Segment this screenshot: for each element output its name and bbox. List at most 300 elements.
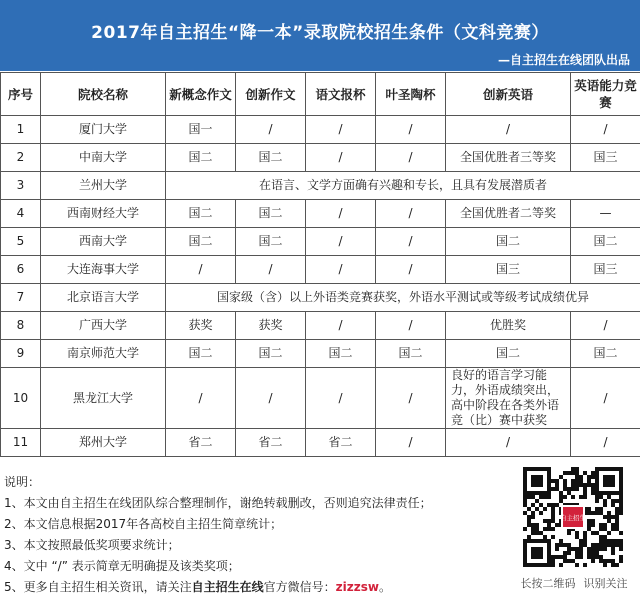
requirement-cell: /	[571, 116, 640, 144]
qr-module	[551, 519, 555, 523]
table-row	[1, 256, 640, 284]
qr-module	[539, 531, 543, 535]
qr-module	[603, 515, 607, 519]
header-yeshengtao: 叶圣陶杯	[376, 73, 446, 116]
qr-module	[591, 483, 595, 487]
qr-module	[535, 523, 539, 527]
qr-module	[591, 475, 595, 479]
qr-module	[535, 507, 539, 511]
qr-module	[587, 555, 591, 559]
note-2: 2、本文信息根据2017年各高校自主招生简章统计；	[4, 517, 283, 531]
requirement-cell: 国二	[446, 228, 571, 256]
header-yuwenbao: 语文报杯	[306, 73, 376, 116]
qr-module	[567, 487, 571, 491]
table-row	[1, 172, 640, 200]
qr-module	[535, 499, 539, 503]
qr-module	[603, 535, 607, 539]
qr-module	[587, 507, 591, 511]
qr-module	[563, 559, 567, 563]
qr-module	[583, 487, 587, 491]
qr-module	[559, 543, 563, 547]
qr-module	[527, 523, 531, 527]
qr-module	[539, 511, 543, 515]
qr-module	[611, 543, 615, 547]
requirement-cell: 国一	[166, 116, 236, 144]
qr-module	[575, 547, 579, 551]
qr-module	[567, 531, 571, 535]
qr-module	[603, 499, 607, 503]
qr-module	[579, 475, 583, 479]
qr-module	[583, 563, 587, 567]
qr-module	[607, 559, 611, 563]
qr-module	[575, 555, 579, 559]
qr-module	[575, 551, 579, 555]
requirement-cell: /	[376, 228, 446, 256]
header-english-ability: 英语能力竞赛	[571, 73, 640, 116]
qr-module	[575, 479, 579, 483]
requirement-cell: 良好的语言学习能力，外语成绩突出，高中阶段在各类外语竞（比）赛中获奖	[446, 368, 571, 429]
qr-module	[543, 527, 547, 531]
table-header-row	[1, 73, 640, 116]
qr-module	[619, 507, 623, 511]
qr-module	[559, 495, 563, 499]
qr-module	[563, 487, 567, 491]
requirement-cell: /	[306, 256, 376, 284]
requirement-cell: 国二	[571, 340, 640, 368]
qr-module	[595, 511, 599, 515]
qr-module	[599, 495, 603, 499]
qr-module	[579, 539, 583, 543]
qr-module	[551, 507, 555, 511]
qr-module	[547, 527, 551, 531]
qr-module	[611, 499, 615, 503]
note-5-brand: 自主招生在线	[191, 580, 264, 594]
qr-module	[603, 547, 607, 551]
qr-module	[595, 495, 599, 499]
requirement-cell: 获奖	[236, 312, 306, 340]
note-3: 3、本文按照最低奖项要求统计；	[4, 538, 180, 552]
qr-module	[543, 495, 547, 499]
school-name: 南京师范大学	[41, 340, 166, 368]
notes-heading: 说明：	[4, 475, 41, 489]
qr-module	[551, 563, 555, 567]
note-4: 4、文中 “/” 表示简章无明确提及该类奖项；	[4, 559, 240, 573]
qr-module	[563, 543, 567, 547]
qr-module	[579, 555, 583, 559]
qr-module	[603, 527, 607, 531]
qr-module	[603, 523, 607, 527]
qr-module	[619, 531, 623, 535]
qr-module	[583, 531, 587, 535]
qr-code-icon[interactable]	[523, 467, 623, 567]
qr-module	[547, 503, 551, 507]
qr-module	[531, 511, 535, 515]
requirement-cell: 国二	[446, 340, 571, 368]
requirement-cell: 优胜奖	[446, 312, 571, 340]
qr-module	[551, 503, 555, 507]
qr-module	[559, 491, 563, 495]
qr-module	[567, 547, 571, 551]
qr-module	[551, 487, 555, 491]
qr-module	[571, 547, 575, 551]
qr-module	[523, 499, 527, 503]
qr-module	[547, 523, 551, 527]
qr-module	[591, 491, 595, 495]
qr-module	[563, 555, 567, 559]
qr-module	[555, 523, 559, 527]
qr-module	[607, 515, 611, 519]
header-new-concept: 新概念作文	[166, 73, 236, 116]
qr-module	[559, 499, 563, 503]
qr-module	[547, 495, 551, 499]
row-number: 9	[1, 340, 41, 368]
qr-module	[603, 503, 607, 507]
requirement-cell: /	[306, 200, 376, 228]
qr-module	[619, 539, 623, 543]
requirement-cell: 全国优胜者二等奖	[446, 200, 571, 228]
requirement-cell: 国二	[166, 144, 236, 172]
qr-module	[599, 559, 603, 563]
note-5	[4, 577, 504, 598]
requirement-cell: /	[446, 116, 571, 144]
qr-module	[551, 515, 555, 519]
qr-module	[583, 539, 587, 543]
requirement-cell: 国三	[571, 144, 640, 172]
qr-module	[595, 507, 599, 511]
qr-module	[531, 531, 535, 535]
qr-module	[555, 543, 559, 547]
qr-module	[587, 527, 591, 531]
requirement-cell: /	[376, 312, 446, 340]
row-number: 1	[1, 116, 41, 144]
qr-module	[551, 511, 555, 515]
qr-module	[527, 519, 531, 523]
qr-module	[559, 555, 563, 559]
qr-module	[583, 495, 587, 499]
qr-module	[579, 479, 583, 483]
qr-module	[539, 495, 543, 499]
note-1: 1、本文由自主招生在线团队综合整理制作，谢绝转载删改，否则追究法律责任；	[4, 496, 432, 510]
qr-module	[555, 483, 559, 487]
qr-module	[599, 507, 603, 511]
qr-module	[615, 507, 619, 511]
requirement-cell: /	[306, 116, 376, 144]
qr-module	[575, 563, 579, 567]
qr-module	[551, 479, 555, 483]
qr-module	[595, 543, 599, 547]
qr-module	[591, 523, 595, 527]
qr-module	[619, 495, 623, 499]
requirement-cell: 国二	[236, 200, 306, 228]
qr-module	[583, 491, 587, 495]
qr-module	[523, 495, 527, 499]
row-number: 5	[1, 228, 41, 256]
qr-module	[539, 503, 543, 507]
qr-module	[531, 527, 535, 531]
school-name: 北京语言大学	[41, 284, 166, 312]
qr-module	[571, 479, 575, 483]
qr-module	[619, 555, 623, 559]
qr-module	[615, 499, 619, 503]
qr-module	[603, 563, 607, 567]
qr-module	[619, 543, 623, 547]
requirement-cell: 国二	[166, 200, 236, 228]
qr-module	[603, 559, 607, 563]
note-5-end: 。	[378, 580, 391, 594]
qr-module	[523, 503, 527, 507]
table-row	[1, 312, 640, 340]
row-number: 3	[1, 172, 41, 200]
qr-module	[559, 475, 563, 479]
qr-module	[599, 539, 603, 543]
qr-module	[571, 559, 575, 563]
row-number: 4	[1, 200, 41, 228]
qr-module	[527, 507, 531, 511]
school-name: 中南大学	[41, 144, 166, 172]
qr-module	[535, 527, 539, 531]
qr-module	[611, 523, 615, 527]
qr-module	[523, 527, 527, 531]
qr-module	[535, 531, 539, 535]
requirement-cell: /	[571, 368, 640, 429]
qr-module	[599, 547, 603, 551]
school-name: 黑龙江大学	[41, 368, 166, 429]
qr-module	[595, 499, 599, 503]
qr-module	[591, 547, 595, 551]
requirement-cell: —	[571, 200, 640, 228]
requirement-cell: 获奖	[166, 312, 236, 340]
qr-module	[615, 519, 619, 523]
qr-module	[543, 507, 547, 511]
qr-module	[567, 559, 571, 563]
qr-module	[587, 475, 591, 479]
requirement-cell: /	[306, 312, 376, 340]
row-number: 6	[1, 256, 41, 284]
school-name: 郑州大学	[41, 429, 166, 457]
qr-module	[559, 563, 563, 567]
qr-module	[615, 523, 619, 527]
qr-module	[551, 559, 555, 563]
qr-module	[587, 547, 591, 551]
qr-module	[607, 511, 611, 515]
qr-module	[523, 511, 527, 515]
qr-module	[615, 515, 619, 519]
header-innovative-english: 创新英语	[446, 73, 571, 116]
requirement-cell: 国二	[376, 340, 446, 368]
row-number: 7	[1, 284, 41, 312]
qr-module	[559, 539, 563, 543]
qr-module	[555, 503, 559, 507]
qr-module	[591, 511, 595, 515]
qr-module	[579, 547, 583, 551]
table-row	[1, 340, 640, 368]
header-no: 序号	[1, 73, 41, 116]
qr-module	[611, 527, 615, 531]
school-name: 广西大学	[41, 312, 166, 340]
requirement-cell: /	[236, 368, 306, 429]
qr-module	[575, 471, 579, 475]
qr-center-text: 自主招生	[560, 513, 586, 522]
requirement-cell: 国二	[236, 228, 306, 256]
qr-module	[571, 495, 575, 499]
requirement-cell: /	[376, 256, 446, 284]
qr-module	[591, 551, 595, 555]
qr-caption-2: 识别关注	[583, 577, 628, 590]
qr-module	[591, 559, 595, 563]
qr-module	[607, 519, 611, 523]
qr-module	[547, 519, 551, 523]
qr-module	[555, 555, 559, 559]
qr-module	[563, 479, 567, 483]
school-name: 西南财经大学	[41, 200, 166, 228]
row-number: 10	[1, 368, 41, 429]
qr-module	[531, 515, 535, 519]
qr-module	[543, 519, 547, 523]
requirement-cell: 国二	[236, 340, 306, 368]
qr-module	[575, 535, 579, 539]
qr-caption	[515, 575, 633, 591]
school-name: 西南大学	[41, 228, 166, 256]
qr-module	[595, 531, 599, 535]
qr-module	[567, 551, 571, 555]
qr-module	[607, 543, 611, 547]
qr-module	[611, 551, 615, 555]
table-row	[1, 284, 640, 312]
qr-module	[527, 495, 531, 499]
requirement-cell: 省二	[306, 429, 376, 457]
qr-module	[575, 487, 579, 491]
qr-module	[591, 543, 595, 547]
qr-module	[615, 543, 619, 547]
qr-module	[567, 471, 571, 475]
qr-module	[603, 539, 607, 543]
qr-module	[543, 535, 547, 539]
requirement-cell: /	[236, 256, 306, 284]
qr-module	[531, 523, 535, 527]
qr-module	[587, 551, 591, 555]
requirement-cell: /	[571, 312, 640, 340]
qr-module	[567, 543, 571, 547]
qr-module	[599, 543, 603, 547]
qr-module	[571, 471, 575, 475]
qr-module	[551, 555, 555, 559]
requirement-cell: /	[376, 429, 446, 457]
qr-module	[551, 535, 555, 539]
qr-module	[587, 479, 591, 483]
qr-module	[611, 547, 615, 551]
qr-module	[615, 527, 619, 531]
requirement-cell: 省二	[236, 429, 306, 457]
requirement-cell: 国二	[166, 228, 236, 256]
qr-module	[571, 487, 575, 491]
qr-module	[611, 539, 615, 543]
requirement-cell: 国二	[306, 340, 376, 368]
notes-section	[4, 472, 504, 598]
qr-module	[527, 515, 531, 519]
qr-module	[587, 519, 591, 523]
qr-module	[531, 503, 535, 507]
requirement-cell: /	[306, 368, 376, 429]
requirement-cell: /	[376, 368, 446, 429]
qr-module	[567, 491, 571, 495]
qr-module	[611, 503, 615, 507]
qr-module	[587, 523, 591, 527]
requirement-cell: /	[376, 144, 446, 172]
requirement-cell: /	[306, 228, 376, 256]
page-subtitle: —自主招生在线团队出品	[497, 53, 630, 67]
school-name: 大连海事大学	[41, 256, 166, 284]
qr-module	[563, 495, 567, 499]
qr-module	[575, 531, 579, 535]
qr-module	[563, 483, 567, 487]
qr-module	[619, 511, 623, 515]
qr-module	[619, 559, 623, 563]
qr-module	[587, 511, 591, 515]
qr-module	[583, 471, 587, 475]
note-5-mid: 官方微信号：	[263, 580, 336, 594]
requirement-cell: 国二	[571, 228, 640, 256]
table-row	[1, 116, 640, 144]
requirement-cell: 国二	[166, 340, 236, 368]
requirement-cell: 国二	[236, 144, 306, 172]
qr-module	[555, 547, 559, 551]
qr-module	[615, 511, 619, 515]
qr-module	[563, 551, 567, 555]
row-number: 11	[1, 429, 41, 457]
qr-module	[591, 471, 595, 475]
qr-module	[575, 483, 579, 487]
qr-module	[611, 559, 615, 563]
qr-module	[599, 535, 603, 539]
row-number: 8	[1, 312, 41, 340]
qr-module	[591, 487, 595, 491]
requirement-cell: /	[571, 429, 640, 457]
qr-module	[591, 531, 595, 535]
table-row	[1, 368, 640, 429]
requirement-cell: /	[166, 256, 236, 284]
requirement-cell: 全国优胜者三等奖	[446, 144, 571, 172]
qr-module	[607, 539, 611, 543]
requirement-cell: 国三	[571, 256, 640, 284]
qr-module	[575, 475, 579, 479]
table-row	[1, 144, 640, 172]
qr-module	[603, 543, 607, 547]
qr-module	[527, 535, 531, 539]
admission-table	[0, 72, 640, 457]
header-school: 院校名称	[41, 73, 166, 116]
qr-module	[591, 555, 595, 559]
qr-module	[583, 535, 587, 539]
qr-module	[591, 519, 595, 523]
requirement-cell: /	[446, 429, 571, 457]
qr-module	[599, 511, 603, 515]
qr-module	[555, 487, 559, 491]
qr-module	[619, 547, 623, 551]
qr-module	[575, 467, 579, 471]
qr-module	[599, 523, 603, 527]
qr-module	[595, 547, 599, 551]
qr-module	[615, 539, 619, 543]
qr-module	[551, 527, 555, 531]
requirement-cell: /	[306, 144, 376, 172]
qr-caption-1: 长按二维码	[520, 577, 576, 590]
qr-module	[611, 563, 615, 567]
requirement-cell: /	[376, 116, 446, 144]
qr-module	[579, 543, 583, 547]
qr-module	[607, 531, 611, 535]
qr-module	[599, 555, 603, 559]
qr-module	[619, 499, 623, 503]
